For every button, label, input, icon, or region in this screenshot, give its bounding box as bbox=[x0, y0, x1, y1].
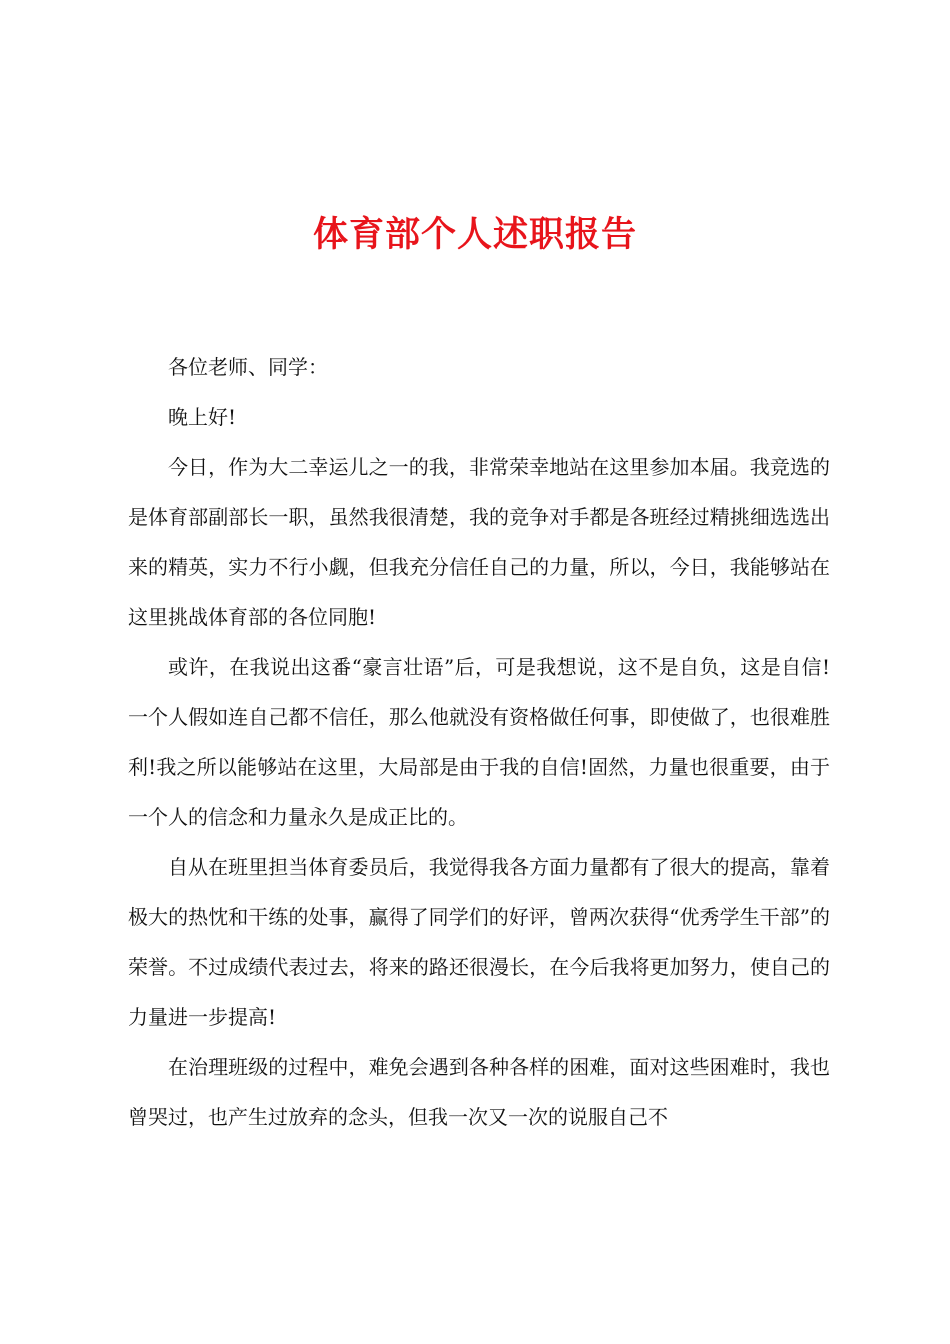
greeting: 晚上好! bbox=[168, 405, 237, 429]
body-paragraph: 自从在班里担当体育委员后，我觉得我各方面力量都有了很大的提高，靠着极大的热忱和干练的处事，赢得了同学们的好评，曾两次获得“优秀学生干部”的荣誉。不过成绩代表过去，将来的路还很漫长，在今后我将更加努力，使自己的力量进一步提高! bbox=[128, 855, 830, 1029]
document-title: 体育部个人述职报告 bbox=[312, 214, 637, 255]
body-paragraph: 在治理班级的过程中，难免会遇到各种各样的困难，面对这些困难时，我也曾哭过，也产生过放弃的念头，但我一次又一次的说服自己不 bbox=[128, 1055, 830, 1129]
body-paragraph: 今日，作为大二幸运儿之一的我，非常荣幸地站在这里参加本届。我竞选的是体育部副部长一职，虽然我很清楚，我的竞争对手都是各班经过精挑细选选出来的精英，实力不行小觑，但我充分信任自己的力量，所以，今日，我能够站在这里挑战体育部的各位同胞! bbox=[128, 455, 830, 629]
document-body bbox=[128, 342, 830, 1142]
body-paragraph: 或许，在我说出这番“豪言壮语”后，可是我想说，这不是自负，这是自信!一个人假如连自己都不信任，那么他就没有资格做任何事，即使做了，也很难胜利!我之所以能够站在这里，大局部是由于我的自信!固然，力量也很重要，由于一个人的信念和力量永久是成正比的。 bbox=[128, 655, 830, 829]
salutation: 各位老师、同学： bbox=[168, 355, 328, 379]
